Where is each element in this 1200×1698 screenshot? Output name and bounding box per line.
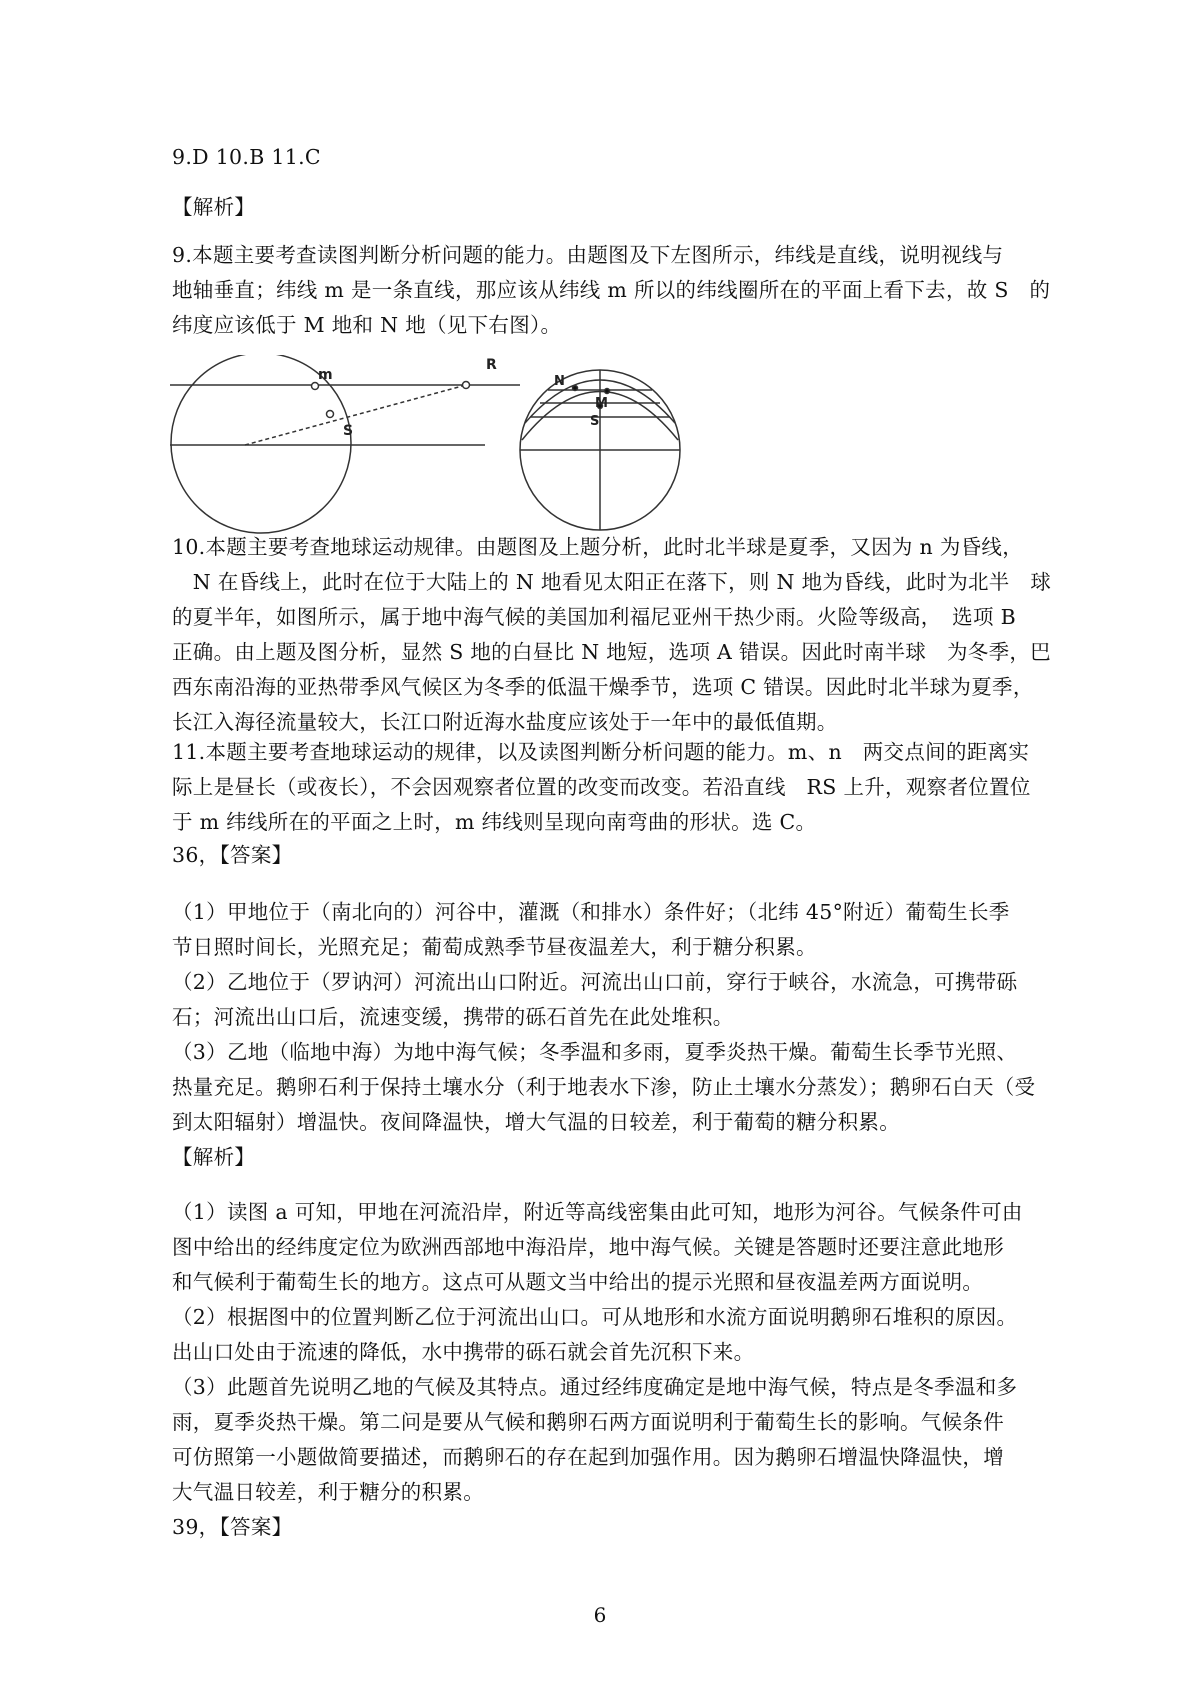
- answers-text: 9.D 10.B 11.C: [172, 145, 321, 169]
- q36-heading-text: 36，【答案】: [172, 843, 293, 867]
- text-line: （3）乙地（临地中海）为地中海气候；冬季温和多雨，夏季炎热干燥。葡萄生长季节光照、: [172, 1040, 1018, 1064]
- q36-analysis-3: [172, 1370, 1052, 1510]
- text-line: （1）读图 a 可知，甲地在河流沿岸，附近等高线密集由此可知，地形为河谷。气候条件可由: [172, 1200, 1023, 1224]
- label-m2: M: [595, 396, 608, 411]
- q11-explanation: [172, 735, 1052, 840]
- text-line: （2）乙地位于（罗讷河）河流出山口附近。河流出山口前，穿行于峡谷，水流急，可携带砾: [172, 970, 1018, 994]
- q36-answer-3: [172, 1035, 1052, 1140]
- text-line: 际上是昼长（或夜长），不会因观察者位置的改变而改变。若沿直线 RS 上升，观察者位置位: [172, 775, 1031, 799]
- text-line: 雨，夏季炎热干燥。第二问是要从气候和鹅卵石两方面说明利于葡萄生长的影响。气候条件: [172, 1410, 1004, 1434]
- text-line: （3）此题首先说明乙地的气候及其特点。通过经纬度确定是地中海气候，特点是冬季温和多: [172, 1375, 1018, 1399]
- text-line: 于 m 纬线所在的平面之上时，m 纬线则呈现向南弯曲的形状。选 C。: [172, 810, 817, 834]
- label-m: m: [318, 367, 333, 383]
- text-line: 图中给出的经纬度定位为欧洲西部地中海沿岸，地中海气候。关键是答题时还要注意此地形: [172, 1235, 1004, 1259]
- q36-analysis-1: [172, 1195, 1052, 1300]
- label-s: S: [343, 423, 354, 439]
- text-line: 大气温日较差，利于糖分的积累。: [172, 1480, 484, 1504]
- sight-line-rs: [245, 385, 466, 445]
- analysis-heading-text: 【解析】: [172, 1145, 256, 1169]
- text-line: 热量充足。鹅卵石利于保持土壤水分（利于地表水下渗，防止土壤水分蒸发）；鹅卵石白天（受: [172, 1075, 1036, 1099]
- text-line: 11.本题主要考查地球运动的规律，以及读图判断分析问题的能力。m、n 两交点间的距离实: [172, 740, 1030, 764]
- text-line: 出山口处由于流速的降低，水中携带的砾石就会首先沉积下来。: [172, 1340, 755, 1364]
- text-line: 纬度应该低于 M 地和 N 地（见下右图）。: [172, 313, 562, 337]
- text-line: 西东南沿海的亚热带季风气候区为冬季的低温干燥季节，选项 C 错误。因此时北半球为夏季，: [172, 675, 1034, 699]
- text-line: （2）根据图中的位置判断乙位于河流出山口。可从地形和水流方面说明鹅卵石堆积的原因。: [172, 1305, 1018, 1329]
- q36-answer-1: [172, 895, 1052, 965]
- analysis-heading-text: 【解析】: [172, 195, 256, 219]
- text-line: 节日照时间长，光照充足；葡萄成熟季节昼夜温差大，利于糖分积累。: [172, 935, 817, 959]
- left-diagram: [170, 355, 520, 533]
- answers-line: [172, 140, 1052, 175]
- text-line: 可仿照第一小题做简要描述，而鹅卵石的存在起到加强作用。因为鹅卵石增温快降温快，增: [172, 1445, 1004, 1469]
- text-line: （1）甲地位于（南北向的）河谷中，灌溉（和排水）条件好；（北纬 45°附近）葡萄生长季: [172, 900, 1010, 924]
- label-n2: N: [554, 374, 565, 389]
- point-m: [312, 383, 319, 390]
- q39-heading: [172, 1510, 1052, 1545]
- right-diagram: [520, 370, 680, 530]
- analysis-heading: [172, 190, 1052, 225]
- analysis-heading-2: [172, 1140, 1052, 1175]
- text-line: 长江入海径流量较大，长江口附近海水盐度应该处于一年中的最低值期。: [172, 710, 838, 734]
- q10-explanation: [172, 530, 1052, 740]
- q36-analysis-2: [172, 1300, 1052, 1370]
- q36-answer-2: [172, 965, 1052, 1035]
- q9-explanation: [172, 238, 1052, 343]
- text-line: 正确。由上题及图分析，显然 S 地的白昼比 N 地短，选项 A 错误。因此时南半球 为冬季，巴: [172, 640, 1051, 664]
- q39-heading-text: 39，【答案】: [172, 1515, 293, 1539]
- label-s2: S: [590, 414, 600, 429]
- text-line: 到太阳辐射）增温快。夜间降温快，增大气温的日较差，利于葡萄的糖分积累。: [172, 1110, 900, 1134]
- text-line: 10.本题主要考查地球运动规律。由题图及上题分析，此时北半球是夏季，又因为 n 为昏线，: [172, 535, 1024, 559]
- point-s: [327, 411, 334, 418]
- page-number: 6: [593, 1603, 607, 1627]
- point-m2: [605, 389, 610, 394]
- point-n2: [573, 386, 578, 391]
- text-line: 和气候利于葡萄生长的地方。这点可从题文当中给出的提示光照和昼夜温差两方面说明。: [172, 1270, 984, 1294]
- point-r: [463, 382, 470, 389]
- text-line: N 在昏线上，此时在位于大陆上的 N 地看见太阳正在落下，则 N 地为昏线，此时为北半 球: [172, 570, 1052, 594]
- q36-heading: [172, 838, 1052, 873]
- label-r: R: [486, 357, 497, 373]
- text-line: 的夏半年，如图所示，属于地中海气候的美国加利福尼亚州干热少雨。火险等级高， 选项 B: [172, 605, 1016, 629]
- figure-diagrams: [170, 355, 700, 535]
- text-line: 地轴垂直；纬线 m 是一条直线，那应该从纬线 m 所以的纬线圈所在的平面上看下去，故 S 的: [172, 278, 1051, 302]
- text-line: 石；河流出山口后，流速变缓，携带的砾石首先在此处堆积。: [172, 1005, 734, 1029]
- text-line: 9.本题主要考查读图判断分析问题的能力。由题图及下左图所示，纬线是直线，说明视线与: [172, 243, 1004, 267]
